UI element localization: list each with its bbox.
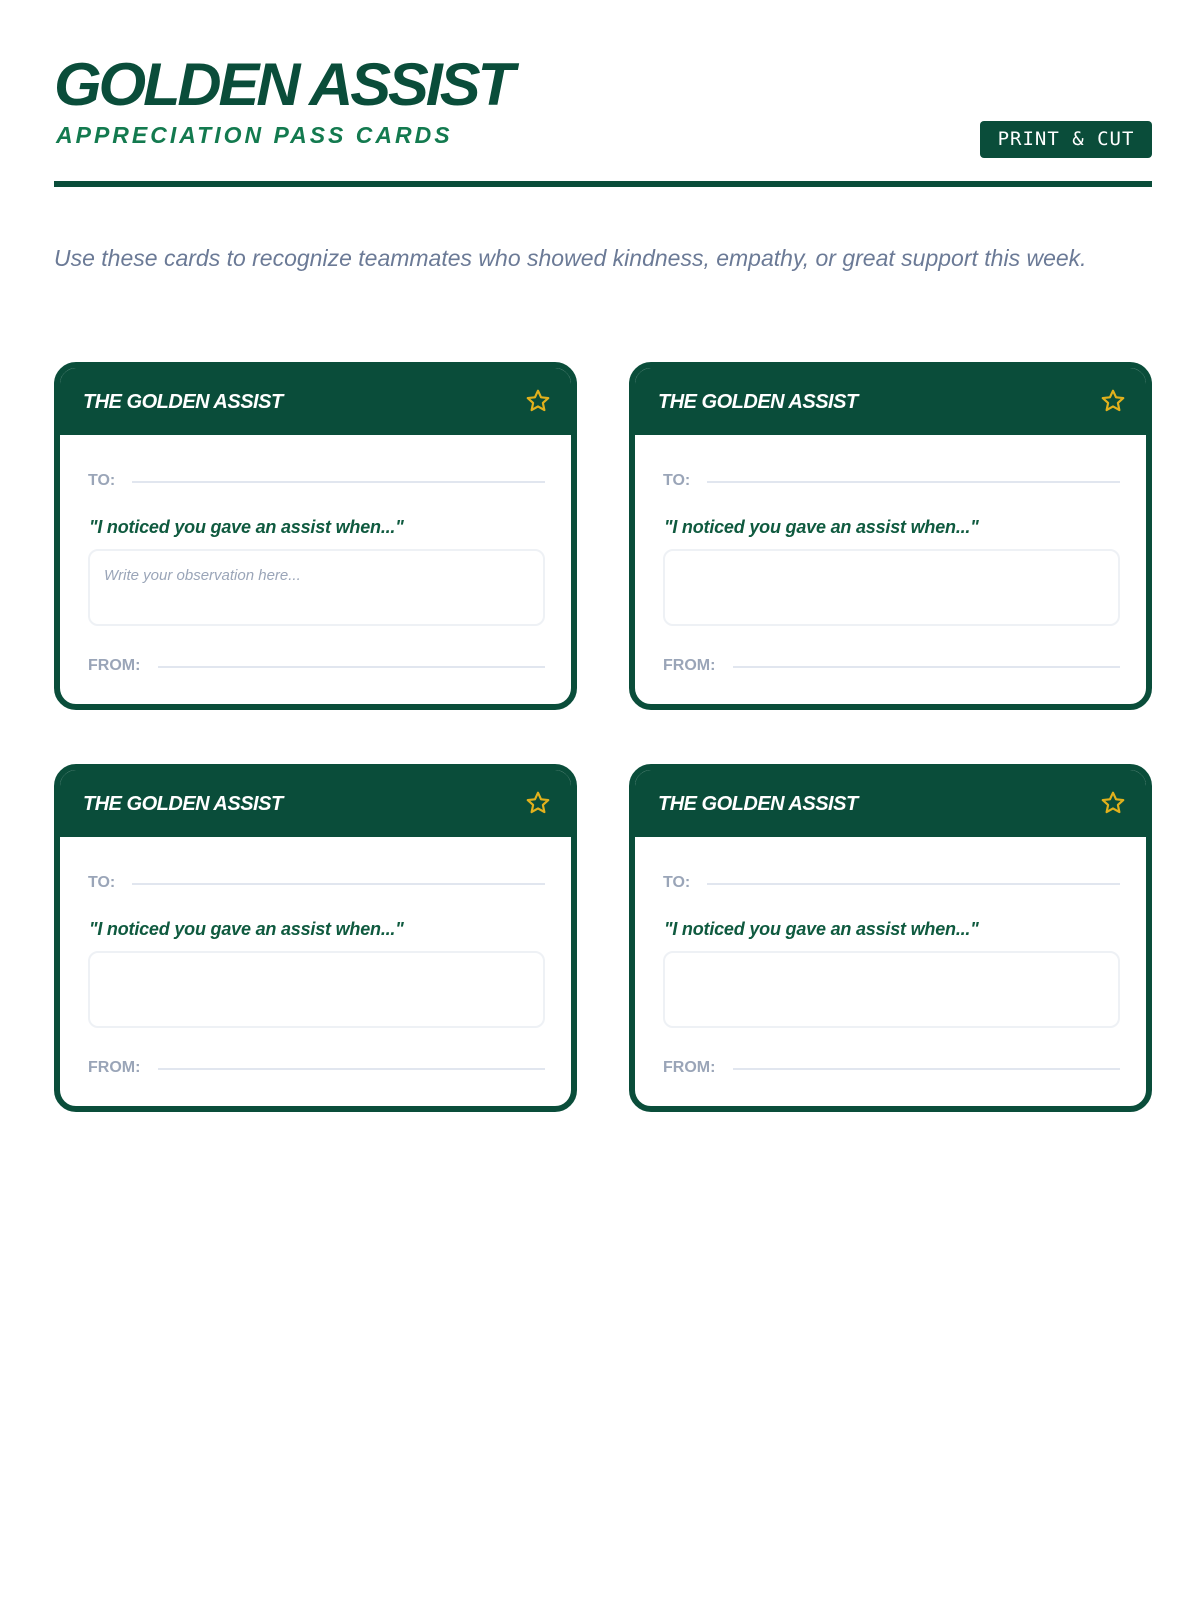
card-header bbox=[635, 368, 1146, 435]
observation-box[interactable] bbox=[663, 951, 1120, 1028]
to-label: TO: bbox=[88, 472, 116, 489]
page-header bbox=[54, 0, 1152, 186]
from-label: FROM: bbox=[663, 1059, 716, 1076]
page bbox=[54, 0, 1152, 1076]
to-write-line[interactable] bbox=[132, 883, 545, 885]
observation-box[interactable] bbox=[663, 549, 1120, 626]
card-header bbox=[60, 368, 571, 435]
from-label: FROM: bbox=[88, 1059, 141, 1076]
appreciation-card bbox=[54, 362, 577, 710]
header-divider bbox=[54, 181, 1152, 187]
appreciation-card bbox=[629, 362, 1152, 710]
card-header bbox=[635, 770, 1146, 837]
star-icon bbox=[1100, 790, 1126, 816]
star-icon bbox=[525, 790, 551, 816]
appreciation-card bbox=[54, 764, 577, 1112]
from-write-line[interactable] bbox=[733, 1068, 1120, 1070]
assist-prompt: "I noticed you gave an assist when..." bbox=[89, 517, 404, 537]
page-title: GOLDEN ASSIST bbox=[54, 51, 512, 118]
card-title: THE GOLDEN ASSIST bbox=[83, 793, 283, 815]
from-write-line[interactable] bbox=[158, 1068, 545, 1070]
page-subtitle: APPRECIATION PASS CARDS bbox=[56, 122, 453, 148]
from-write-line[interactable] bbox=[158, 666, 545, 668]
observation-placeholder: Write your observation here... bbox=[104, 567, 301, 584]
appreciation-card bbox=[629, 764, 1152, 1112]
print-cut-badge: PRINT & CUT bbox=[980, 121, 1152, 158]
to-label: TO: bbox=[663, 472, 691, 489]
to-write-line[interactable] bbox=[707, 481, 1120, 483]
card-title: THE GOLDEN ASSIST bbox=[83, 391, 283, 413]
to-label: TO: bbox=[88, 874, 116, 891]
assist-prompt: "I noticed you gave an assist when..." bbox=[664, 919, 979, 939]
from-write-line[interactable] bbox=[733, 666, 1120, 668]
from-label: FROM: bbox=[663, 657, 716, 674]
assist-prompt: "I noticed you gave an assist when..." bbox=[664, 517, 979, 537]
assist-prompt: "I noticed you gave an assist when..." bbox=[89, 919, 404, 939]
star-icon bbox=[525, 388, 551, 414]
intro-text: Use these cards to recognize teammates who showed kindness, empathy, or great support this week. bbox=[54, 245, 1087, 271]
to-write-line[interactable] bbox=[132, 481, 545, 483]
card-title: THE GOLDEN ASSIST bbox=[658, 793, 858, 815]
to-write-line[interactable] bbox=[707, 883, 1120, 885]
observation-box[interactable] bbox=[88, 951, 545, 1028]
to-label: TO: bbox=[663, 874, 691, 891]
from-label: FROM: bbox=[88, 657, 141, 674]
card-title: THE GOLDEN ASSIST bbox=[658, 391, 858, 413]
card-header bbox=[60, 770, 571, 837]
observation-box[interactable] bbox=[88, 549, 545, 626]
star-icon bbox=[1100, 388, 1126, 414]
